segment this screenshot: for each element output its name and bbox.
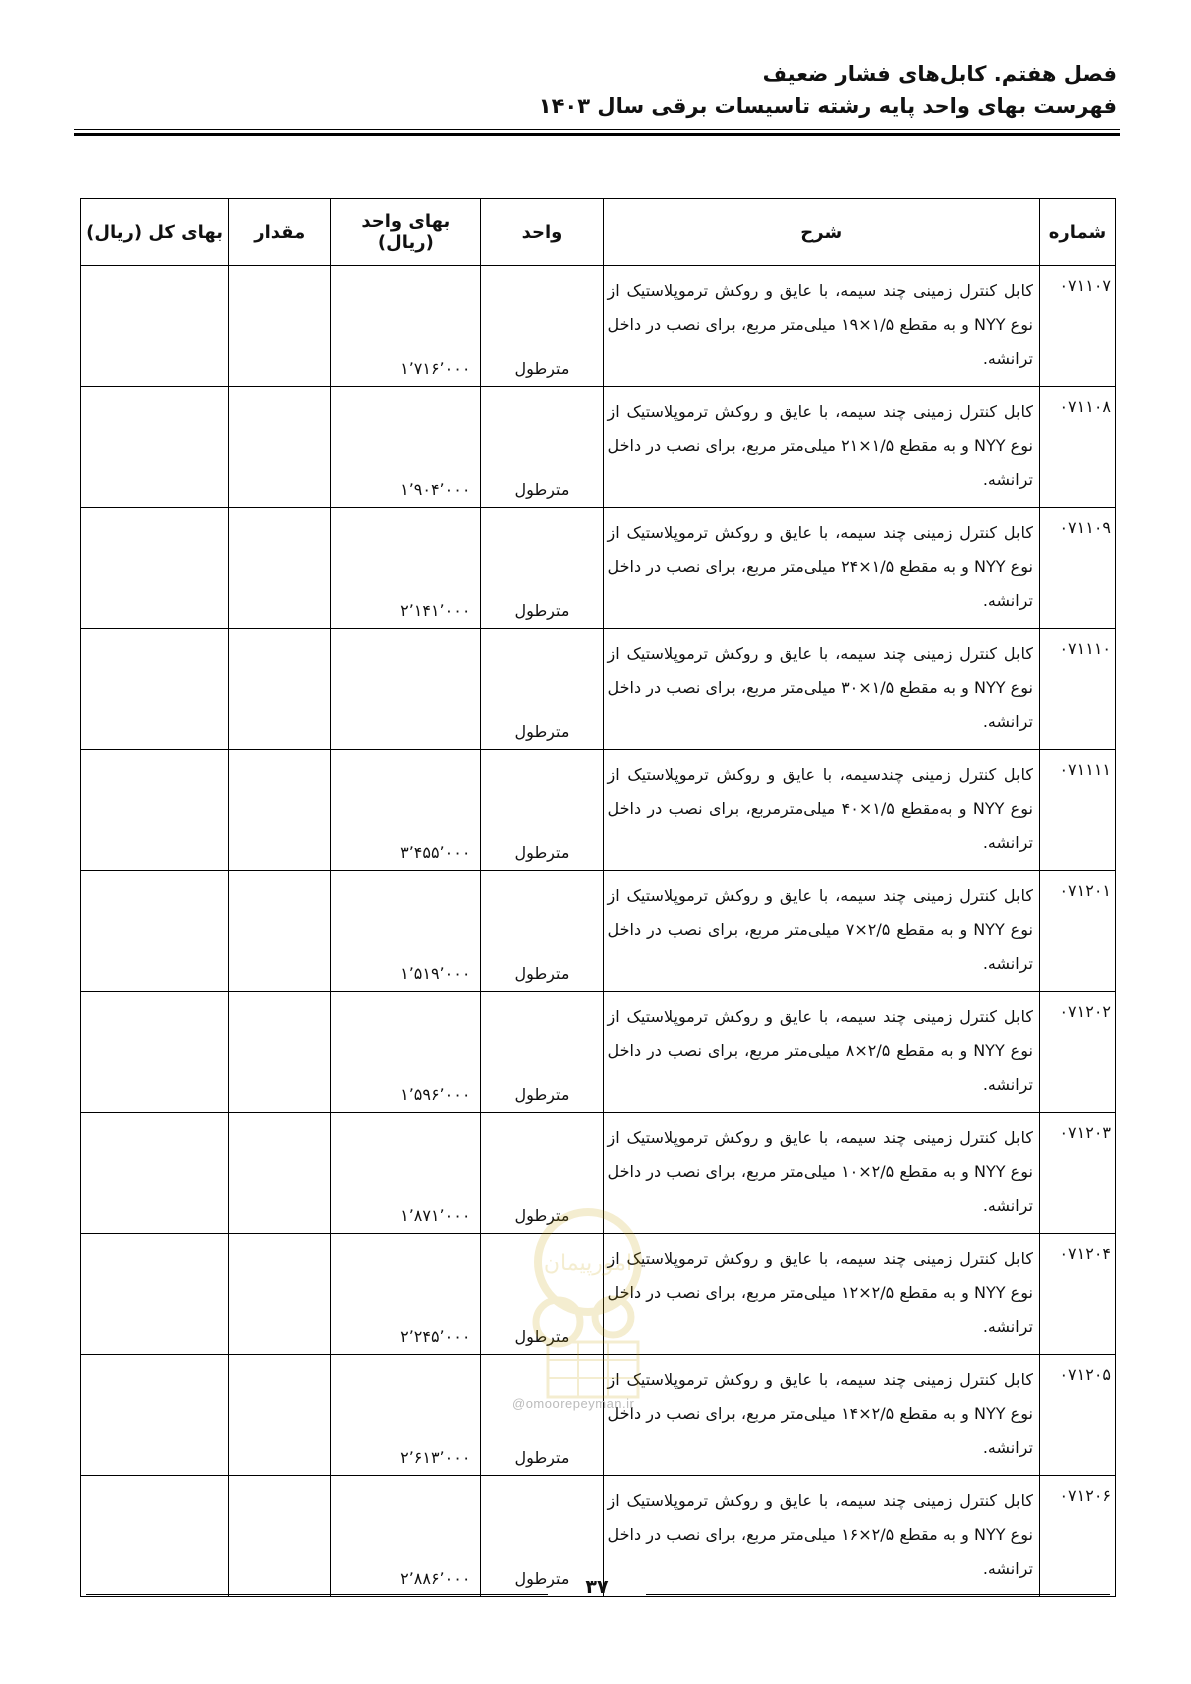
chapter-title: فصل هفتم. کابل‌های فشار ضعیف bbox=[762, 62, 1117, 86]
item-quantity bbox=[229, 750, 331, 871]
item-unit-price: ۲٬۸۸۶٬۰۰۰ bbox=[331, 1476, 481, 1597]
column-header-description: شرح bbox=[603, 199, 1039, 266]
item-total-price bbox=[81, 1476, 229, 1597]
item-total-price bbox=[81, 871, 229, 992]
table-row bbox=[81, 750, 1116, 871]
item-code: ۰۷۱۱۱۱ bbox=[1039, 750, 1115, 871]
table-row bbox=[81, 387, 1116, 508]
table-row bbox=[81, 871, 1116, 992]
item-unit: مترطول bbox=[481, 1355, 603, 1476]
item-quantity bbox=[229, 1476, 331, 1597]
header-rule-thick bbox=[74, 133, 1120, 136]
item-description: کابل کنترل زمینی چند سیمه، با عایق و روکش ترموپلاستیک از نوع NYY و به مقطع ۲/۵×۸ میلی‌متر مربع، برای نصب در داخل ترانشه. bbox=[603, 992, 1039, 1113]
item-unit: مترطول bbox=[481, 629, 603, 750]
item-unit: مترطول bbox=[481, 508, 603, 629]
column-header-unit-price: بهای واحد (ریال) bbox=[331, 199, 481, 266]
item-quantity bbox=[229, 992, 331, 1113]
item-unit-price: ۲٬۱۴۱٬۰۰۰ bbox=[331, 508, 481, 629]
item-total-price bbox=[81, 508, 229, 629]
item-unit: مترطول bbox=[481, 1234, 603, 1355]
item-unit: مترطول bbox=[481, 871, 603, 992]
item-unit-price bbox=[331, 629, 481, 750]
table-row bbox=[81, 508, 1116, 629]
column-header-unit: واحد bbox=[481, 199, 603, 266]
item-unit-price: ۱٬۵۱۹٬۰۰۰ bbox=[331, 871, 481, 992]
item-quantity bbox=[229, 1113, 331, 1234]
item-code: ۰۷۱۲۰۵ bbox=[1039, 1355, 1115, 1476]
item-unit: مترطول bbox=[481, 1113, 603, 1234]
item-unit: مترطول bbox=[481, 266, 603, 387]
item-unit-price: ۳٬۴۵۵٬۰۰۰ bbox=[331, 750, 481, 871]
page-number: ۳۷ bbox=[585, 1576, 609, 1598]
column-header-code: شماره bbox=[1039, 199, 1115, 266]
item-unit-price: ۱٬۵۹۶٬۰۰۰ bbox=[331, 992, 481, 1113]
table-row bbox=[81, 1234, 1116, 1355]
item-description: کابل کنترل زمینی چند سیمه، با عایق و روکش ترموپلاستیک از نوع NYY و به مقطع ۲/۵×۱۰ میلی‌متر مربع، برای نصب در داخل ترانشه. bbox=[603, 1113, 1039, 1234]
item-unit-price: ۲٬۶۱۳٬۰۰۰ bbox=[331, 1355, 481, 1476]
item-unit: مترطول bbox=[481, 750, 603, 871]
item-code: ۰۷۱۲۰۳ bbox=[1039, 1113, 1115, 1234]
table-row bbox=[81, 266, 1116, 387]
item-code: ۰۷۱۲۰۶ bbox=[1039, 1476, 1115, 1597]
item-description: کابل کنترل زمینی چند سیمه، با عایق و روکش ترموپلاستیک از نوع NYY و به مقطع ۲/۵×۱۴ میلی‌متر مربع، برای نصب در داخل ترانشه. bbox=[603, 1355, 1039, 1476]
item-description: کابل کنترل زمینی چند سیمه، با عایق و روکش ترموپلاستیک از نوع NYY و به مقطع ۲/۵×۷ میلی‌متر مربع، برای نصب در داخل ترانشه. bbox=[603, 871, 1039, 992]
item-description: کابل کنترل زمینی چند سیمه، با عایق و روکش ترموپلاستیک از نوع NYY و به مقطع ۱/۵×۱۹ میلی‌متر مربع، برای نصب در داخل ترانشه. bbox=[603, 266, 1039, 387]
item-unit: مترطول bbox=[481, 1476, 603, 1597]
item-unit-price: ۲٬۲۴۵٬۰۰۰ bbox=[331, 1234, 481, 1355]
item-quantity bbox=[229, 508, 331, 629]
item-total-price bbox=[81, 1113, 229, 1234]
item-total-price bbox=[81, 1234, 229, 1355]
header-rule-thin bbox=[74, 129, 1120, 130]
item-total-price bbox=[81, 266, 229, 387]
watermark-site: @omoorepeyman.ir bbox=[512, 1396, 635, 1411]
item-code: ۰۷۱۱۰۷ bbox=[1039, 266, 1115, 387]
item-code: ۰۷۱۱۱۰ bbox=[1039, 629, 1115, 750]
item-description: کابل کنترل زمینی چندسیمه، با عایق و روکش ترموپلاستیک از نوع NYY و به‌مقطع ۱/۵×۴۰ میلی‌مترمربع، برای نصب در داخل ترانشه. bbox=[603, 750, 1039, 871]
item-quantity bbox=[229, 871, 331, 992]
item-unit: مترطول bbox=[481, 387, 603, 508]
item-total-price bbox=[81, 1355, 229, 1476]
item-quantity bbox=[229, 1355, 331, 1476]
item-code: ۰۷۱۲۰۴ bbox=[1039, 1234, 1115, 1355]
footer-rule-right bbox=[646, 1594, 1110, 1595]
item-description: کابل کنترل زمینی چند سیمه، با عایق و روکش ترموپلاستیک از نوع NYY و به مقطع ۱/۵×۲۱ میلی‌متر مربع، برای نصب در داخل ترانشه. bbox=[603, 387, 1039, 508]
item-unit: مترطول bbox=[481, 992, 603, 1113]
item-total-price bbox=[81, 387, 229, 508]
column-header-total-price: بهای کل (ریال) bbox=[81, 199, 229, 266]
item-quantity bbox=[229, 266, 331, 387]
item-quantity bbox=[229, 387, 331, 508]
table-row bbox=[81, 629, 1116, 750]
item-description: کابل کنترل زمینی چند سیمه، با عایق و روکش ترموپلاستیک از نوع NYY و به مقطع ۲/۵×۱۲ میلی‌متر مربع، برای نصب در داخل ترانشه. bbox=[603, 1234, 1039, 1355]
document-title: فهرست بهای واحد پایه رشته تاسیسات برقی سال ۱۴۰۳ bbox=[538, 94, 1117, 118]
item-quantity bbox=[229, 1234, 331, 1355]
item-code: ۰۷۱۱۰۸ bbox=[1039, 387, 1115, 508]
table-row bbox=[81, 992, 1116, 1113]
table-header-row bbox=[81, 199, 1116, 266]
item-code: ۰۷۱۲۰۱ bbox=[1039, 871, 1115, 992]
item-description: کابل کنترل زمینی چند سیمه، با عایق و روکش ترموپلاستیک از نوع NYY و به مقطع ۱/۵×۳۰ میلی‌متر مربع، برای نصب در داخل ترانشه. bbox=[603, 629, 1039, 750]
table-row bbox=[81, 1113, 1116, 1234]
item-code: ۰۷۱۲۰۲ bbox=[1039, 992, 1115, 1113]
item-description: کابل کنترل زمینی چند سیمه، با عایق و روکش ترموپلاستیک از نوع NYY و به مقطع ۲/۵×۱۶ میلی‌متر مربع، برای نصب در داخل ترانشه. bbox=[603, 1476, 1039, 1597]
item-total-price bbox=[81, 750, 229, 871]
item-quantity bbox=[229, 629, 331, 750]
page-header bbox=[67, 58, 1117, 122]
footer-rule-left bbox=[86, 1594, 548, 1595]
item-total-price bbox=[81, 992, 229, 1113]
column-header-quantity: مقدار bbox=[229, 199, 331, 266]
item-code: ۰۷۱۱۰۹ bbox=[1039, 508, 1115, 629]
item-description: کابل کنترل زمینی چند سیمه، با عایق و روکش ترموپلاستیک از نوع NYY و به مقطع ۱/۵×۲۴ میلی‌متر مربع، برای نصب در داخل ترانشه. bbox=[603, 508, 1039, 629]
item-total-price bbox=[81, 629, 229, 750]
item-unit-price: ۱٬۸۷۱٬۰۰۰ bbox=[331, 1113, 481, 1234]
watermark-logo-text: امورپیمان bbox=[543, 1251, 633, 1276]
item-unit-price: ۱٬۷۱۶٬۰۰۰ bbox=[331, 266, 481, 387]
price-list-table bbox=[80, 198, 1116, 1597]
item-unit-price: ۱٬۹۰۴٬۰۰۰ bbox=[331, 387, 481, 508]
table-row bbox=[81, 1355, 1116, 1476]
